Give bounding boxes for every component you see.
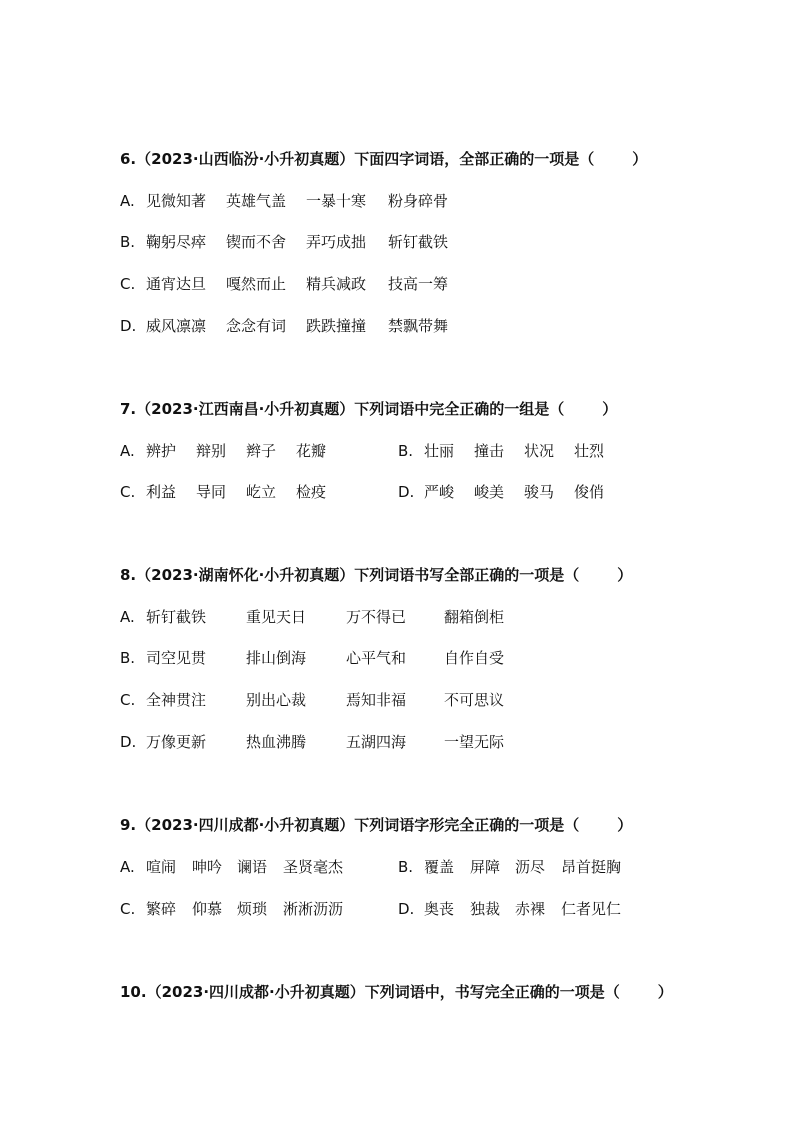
question-6-close-paren: ） <box>632 150 648 168</box>
question-7-option-a: A. 辨护 辩别 辫子 花瓣 <box>120 442 327 460</box>
question-9-option-d: D. 奥丧 独裁 赤裸 仁者见仁 <box>398 900 622 918</box>
question-6-option-a: A. 见微知著 英雄气盖 一暴十寒 粉身碎骨 <box>120 192 449 210</box>
question-9-option-b: B. 覆盖 屏障 沥尽 昂首挺胸 <box>398 858 622 876</box>
question-7-option-d: D. 严峻 峻美 骏马 俊俏 <box>398 483 605 501</box>
question-9-option-a: A. 喧闹 呻吟 谰语 圣贤毫杰 <box>120 858 344 876</box>
question-8-title <box>120 564 632 585</box>
question-8-option-d: D. 万像更新 热血沸腾 五湖四海 一望无际 <box>120 733 505 751</box>
question-6-text: 6.（2023·山西临汾·小升初真题）下面四字词语，全部正确的一项是（ <box>120 150 595 168</box>
question-9-close-paren: ） <box>617 816 633 834</box>
question-10-title <box>120 981 673 1002</box>
question-9-text: 9.（2023·四川成都·小升初真题）下列词语字形完全正确的一项是（ <box>120 816 580 834</box>
question-8-option-b: B. 司空见贯 排山倒海 心平气和 自作自受 <box>120 649 505 667</box>
question-7-close-paren: ） <box>602 400 618 418</box>
question-9-option-c: C. 繁碎 仰慕 烦琐 淅淅沥沥 <box>120 900 344 918</box>
question-8-option-a: A. 斩钉截铁 重见天日 万不得已 翻箱倒柜 <box>120 608 505 626</box>
question-6-option-c: C. 通宵达旦 嘎然而止 精兵减政 技高一筹 <box>120 275 449 293</box>
question-7-option-c: C. 利益 导同 屹立 检疫 <box>120 483 327 501</box>
question-8-text: 8.（2023·湖南怀化·小升初真题）下列词语书写全部正确的一项是（ <box>120 566 580 584</box>
question-10-text: 10.（2023·四川成都·小升初真题）下列词语中，书写完全正确的一项是（ <box>120 983 620 1001</box>
question-7-option-b: B. 壮丽 撞击 状况 壮烈 <box>398 442 605 460</box>
question-9-title <box>120 814 632 835</box>
question-7-title <box>120 398 617 419</box>
question-7-text: 7.（2023·江西南昌·小升初真题）下列词语中完全正确的一组是（ <box>120 400 565 418</box>
question-10-close-paren: ） <box>657 983 673 1001</box>
question-8-close-paren: ） <box>617 566 633 584</box>
question-6-option-d: D. 威风凛凛 念念有词 跌跌撞撞 禁飘带舞 <box>120 317 449 335</box>
question-6-title <box>120 148 647 169</box>
question-6-option-b: B. 鞠躬尽瘁 锲而不舍 弄巧成拙 斩钉截铁 <box>120 233 449 251</box>
question-8-option-c: C. 全神贯注 别出心裁 焉知非福 不可思议 <box>120 691 505 709</box>
